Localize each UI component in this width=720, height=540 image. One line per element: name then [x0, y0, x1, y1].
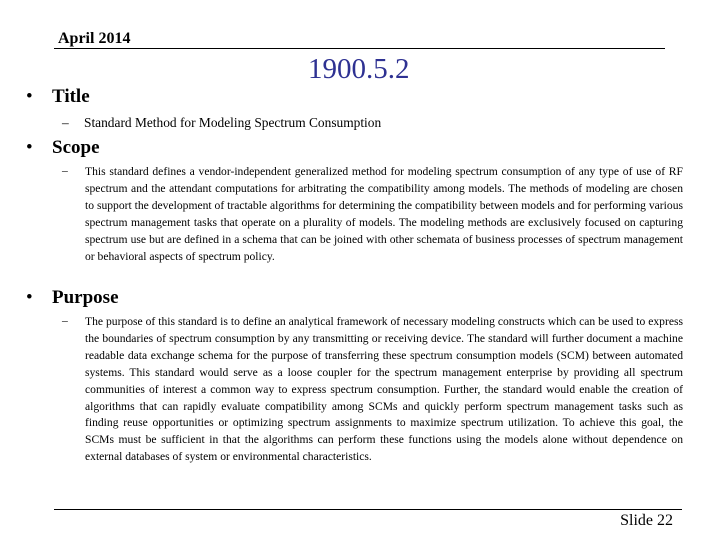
- bullet-scope: [26, 137, 100, 159]
- heading-scope: Scope: [52, 137, 100, 158]
- bullet-point: •: [26, 137, 33, 158]
- footer-divider: [54, 509, 682, 510]
- purpose-paragraph: The purpose of this standard is to define an analytical framework of necessary modeling constructs which can be used to express the boundaries of spectrum consumption by any transmitting or receiving device. The standard will further document a machine readable data exchange schema for the purpose of transferring these spectrum consumption models (SCM) between automated systems. This standard would serve as a loose coupler for the spectrum management enterprise by providing all spectrum communities of interest a common way to express spectrum consumption. Further, the standard would enable the creation of algorithms that can rapidly evaluate compatibility among SCMs and quickly perform spectrum management tasks such as finding reuse opportunities or optimizing spectrum assignments to maximize spectrum utilization. To achieve this goal, the SCMs must be sufficient in that the algorithms can perform these functions using the models alone without dependence on external databases of system or environmental characteristics.: [85, 315, 683, 464]
- header-date: April 2014: [58, 30, 131, 47]
- title-text: Standard Method for Modeling Spectrum Consumption: [84, 115, 382, 130]
- bullet-purpose: [26, 287, 119, 309]
- dash-marker: –: [62, 164, 68, 177]
- slide-number: Slide 22: [620, 512, 673, 529]
- bullet-point: •: [26, 287, 33, 308]
- heading-purpose: Purpose: [52, 287, 119, 308]
- dash-marker: –: [62, 115, 69, 130]
- header-divider: [54, 48, 665, 49]
- bullet-point: •: [26, 86, 33, 107]
- bullet-title: [26, 86, 90, 108]
- scope-paragraph: This standard defines a vendor-independent generalized method for modeling spectrum consumption of any type of use of RF spectrum and the attendant computations for arbitrating the compatibility among models. The methods of modeling are chosen to support the development of tractable algorithms for determining the compatibility between models and for performing various spectrum management tasks that operate on a plurality of models. The modeling methods are exclusively focused on capturing spectrum use but are defined in a schema that can be joined with other schemata of business processes of spectrum management or behavioral aspects of spectrum policy.: [85, 165, 683, 263]
- heading-title: Title: [52, 86, 90, 107]
- document-number: 1900.5.2: [308, 53, 410, 85]
- dash-marker: –: [62, 314, 68, 327]
- title-subitem: [62, 115, 381, 131]
